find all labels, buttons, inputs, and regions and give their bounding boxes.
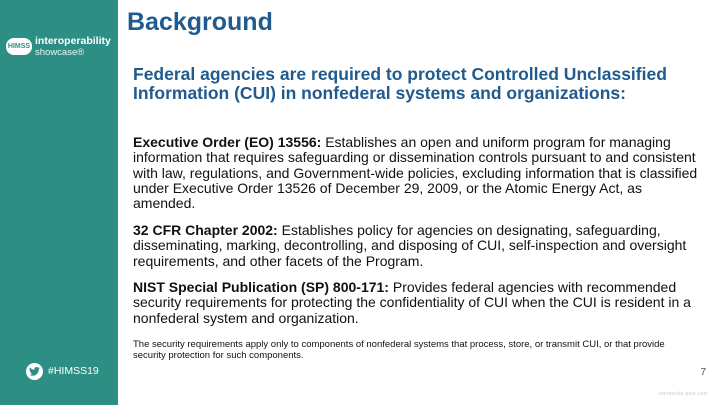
- logo-line-2: showcase®: [35, 47, 85, 58]
- item-nist-800-171: [133, 280, 701, 326]
- page-title: Background: [127, 8, 273, 36]
- item-term: Executive Order (EO) 13556:: [133, 134, 322, 150]
- item-32-cfr-2002: [133, 223, 701, 269]
- item-eo-13556: [133, 135, 701, 211]
- twitter-bird-icon: [26, 363, 43, 380]
- footer-watermark: handwrite-plus.com: [659, 391, 708, 397]
- item-term: NIST Special Publication (SP) 800-171:: [133, 279, 389, 295]
- footnote: The security requirements apply only to components of nonfederal systems that process, store, or transmit CUI, or that provide security protection for such components.: [133, 339, 665, 361]
- logo-line-1: interoperability: [35, 35, 111, 47]
- item-text: Establishes policy for agencies on designating, safeguarding, disseminating, marking, decontrolling, and disposing of CUI, self-inspection and oversight requirements, and other facets of the Program.: [133, 222, 687, 269]
- item-text: Provides federal agencies with recommended security requirements for protecting the confidentiality of CUI when the CUI is resident in a nonfederal system and organization.: [133, 279, 691, 326]
- item-text: Establishes an open and uniform program for managing information that requires safeguarding or dissemination controls pursuant to and consistent with law, regulations, and Government-wide policies, excluding information that is classified under Executive Order 13526 of December 29, 2009, or the Atomic Energy Act, as amended.: [133, 134, 698, 212]
- hashtag-label: #HIMSS19: [48, 365, 99, 377]
- item-term: 32 CFR Chapter 2002:: [133, 222, 278, 238]
- page-number: 7: [700, 367, 706, 378]
- intro-paragraph: Federal agencies are required to protect Controlled Unclassified Information (CUI) in nonfederal systems and organizations:: [133, 64, 667, 103]
- sidebar: [0, 0, 118, 405]
- himss-logo-badge: HIMSS: [6, 38, 32, 55]
